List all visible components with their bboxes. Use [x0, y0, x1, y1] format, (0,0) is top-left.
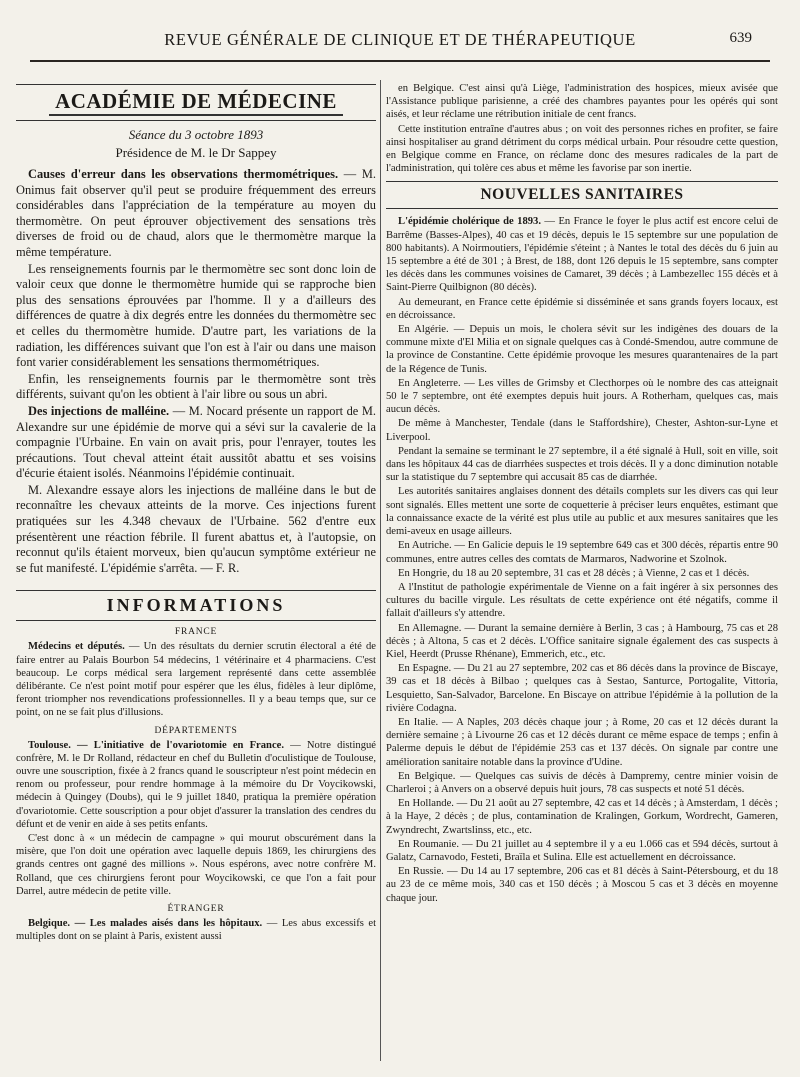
- paragraph-text: En Belgique. — Quelques cas suivis de décès à Dampremy, centre minier voisin de Charleroi ; à Anvers on a observé depuis huit jours, 78 cas suspects et noté 51 décès.: [386, 770, 778, 795]
- paragraph: [16, 483, 376, 577]
- paragraph-text: — Les abus excessifs et multiples dont on se plaint à Paris, existent aussi: [16, 918, 376, 943]
- paragraph-text: En Espagne. — Du 21 au 27 septembre, 202 cas et 86 décès dans la province de Biscaye, 39 cas et 18 décès à Bilbao ; quelques cas à Sestao, Santurce, Portogalite, Vittoria, Lesquietto, San-Salvador, Barcelone. En Biscaye on attribue l'épidémie à la pollution de la rivière Codagna.: [386, 663, 778, 714]
- paragraph: [386, 296, 778, 322]
- academie-title: ACADÉMIE DE MÉDECINE: [49, 89, 343, 116]
- nouvelles-heading-box: [386, 181, 778, 209]
- paragraph: [16, 739, 376, 831]
- nouvelles-body: [386, 215, 778, 904]
- paragraph: [386, 716, 778, 769]
- paragraph-text: En Italie. — A Naples, 203 décès chaque jour ; à Rome, 20 cas et 12 décès durant la dernière semaine ; à Livourne 26 cas et 12 décès durant ce même espace de temps ; enfin à Palerme depuis le début de l'épidémie 253 cas et 137 décès. On signale par contre une amélioration sanitaire notable dans la province d'Udine.: [386, 716, 778, 768]
- paragraph: [386, 865, 778, 905]
- header-rule: [30, 60, 770, 62]
- column-divider: [380, 80, 381, 1061]
- paragraph-text: — M. Onimus fait observer qu'il peut se produire fréquemment des erreurs considérables dans l'appréciation de la température au moyen du thermomètre. On peut éprouver objectivement des sensations très diverses de froid ou de chaud, alors que le thermomètre marque la même température.: [16, 167, 376, 259]
- paragraph-text: Les autorités sanitaires anglaises donnent des détails complets sur les divers cas qui leur sont signalés. Elles mettent une sorte de coquetterie à préciser leurs enquêtes, estimant que la connaissance exacte de la vérité est plus utile au public et aux mesures sanitaires que les demi-aveux en usage ailleurs.: [386, 486, 778, 538]
- paragraph: [386, 82, 778, 122]
- paragraph-text: — Notre distingué confrère, M. le Dr Rolland, rédacteur en chef du Bulletin d'oculistique de Toulouse, ouvre une souscription, fixée à 2 francs quand le souscripteur n'est point médecin en renom ou professeur, pour rendre hommage à la mémoire du Dr Voycikowski, médecin à Quingey (Doubs), qui le 9 juillet 1840, pratiqua la première opération d'ovariotomie. Cette souscription a pour objet d'assurer la translation des cendres du défunt et de venir en aide à ses petits enfants.: [16, 739, 376, 830]
- paragraph-text: En Russie. — Du 14 au 17 septembre, 206 cas et 81 décès à Saint-Pétersbourg, et du 18 au 23 de ce même mois, 340 cas et 150 décès ; à Moscou 5 cas et 3 décès en moyenne chaque jour.: [386, 866, 778, 904]
- paragraph: [386, 445, 778, 485]
- paragraph-text: En Autriche. — En Galicie depuis le 19 septembre 649 cas et 300 décès, répartis entre 90 communes, entre autres celles des comtats de Marmaros, Nadworine et Szolnok.: [386, 540, 778, 565]
- page-header: [30, 22, 770, 62]
- paragraph: [386, 581, 778, 621]
- paragraph-text: Pendant la semaine se terminant le 27 septembre, il a été signalé à Hull, soit en ville, soit dans les hôpitaux 44 cas de diarrhées suspectes et trois décès. Il y a donc diminution notable sur la statistique du 7 septembre qui accusait 85 cas de diarrhée.: [386, 445, 778, 484]
- left-column: [16, 82, 376, 1063]
- paragraph: [16, 167, 376, 261]
- etranger-label: ÉTRANGER: [167, 904, 225, 915]
- paragraph: [386, 622, 778, 662]
- paragraph: [16, 832, 376, 898]
- paragraph: [386, 770, 778, 796]
- paragraph: [386, 797, 778, 837]
- paragraph-lead: Belgique. — Les malades aisés dans les hôpitaux.: [28, 918, 263, 930]
- paragraph-text: Cette institution entraîne d'autres abus ; on voit des personnes riches en profiter, se faire ainsi hospitaliser au grand détriment du corps médical urbain. Pour résoudre cette question, en Belgique comme en France, on réclame donc des mesures radicales de la part de l'administration, qui tolère ces abus et même les favorise par son inertie.: [386, 123, 778, 175]
- france-body: [16, 640, 376, 719]
- paragraph-lead: Médecins et députés.: [28, 641, 125, 653]
- academie-heading-box: [16, 84, 376, 121]
- informations-title: INFORMATIONS: [106, 595, 286, 616]
- paragraph-text: De même à Manchester, Tendale (dans le Staffordshire), Chester, Ashton-sur-Lyne et Liverpool.: [386, 418, 778, 443]
- paragraph-text: En Angleterre. — Les villes de Grimsby et Clecthorpes où le nombre des cas atteignait 50 le 7 septembre, ont été exemptes depuis huit jours. A Rotherham, quelques cas, mais aucun décès.: [386, 377, 778, 416]
- paragraph-text: A l'Institut de pathologie expérimentale de Vienne on a fait ingérer à six personnes des cultures du bacille virgule. Les résultats de cette expérience ont été négatifs, comme il fallait d'ailleurs s'y attendre.: [386, 581, 778, 620]
- running-title: REVUE GÉNÉRALE DE CLINIQUE ET DE THÉRAPEUTIQUE: [164, 30, 636, 49]
- paragraph: [16, 262, 376, 371]
- paragraph: [386, 662, 778, 715]
- departements-label: DÉPARTEMENTS: [154, 725, 238, 736]
- paragraph-text: En Roumanie. — Du 21 juillet au 4 septembre il y a eu 1.066 cas et 594 décès, surtout à Galatz, Carnavodo, Festeti, Braïla et Sulina. Elle est actuellement en décroissance.: [386, 838, 778, 863]
- right-column: [386, 82, 778, 1063]
- paragraph-text: En Hongrie, du 18 au 20 septembre, 31 cas et 28 décès ; à Vienne, 2 cas et 1 décès.: [398, 567, 750, 579]
- paragraph: [386, 417, 778, 443]
- paragraph: [386, 485, 778, 538]
- paragraph-lead: Causes d'erreur dans les observations thermométriques.: [28, 167, 339, 181]
- paragraph-text: Au demeurant, en France cette épidémie si disséminée et sans grands foyers locaux, est en décroissance.: [386, 296, 778, 321]
- paragraph-lead: Toulouse. — L'initiative de l'ovariotomie en France.: [28, 739, 284, 751]
- paragraph: [386, 123, 778, 176]
- paragraph: [386, 377, 778, 417]
- paragraph: [386, 838, 778, 864]
- academie-body: [16, 167, 376, 576]
- paragraph-text: Enfin, les renseignements fournis par le thermomètre sont très différents, suivant qu'on les obtient à l'air libre ou sous un abri.: [16, 371, 376, 402]
- seance-date: Séance du 3 octobre 1893: [128, 127, 264, 142]
- paragraph-text: En Hollande. — Du 21 août au 27 septembre, 42 cas et 14 décès ; à Amsterdam, 1 décès ; à la Haye, 2 décès ; de plus, contamination de Kralingen, Gorkum, Wordrecht, Gameren, Zwyndrecht, Zwartslinss, etc., etc.: [386, 798, 778, 836]
- paragraph-text: En Allemagne. — Durant la semaine dernière à Berlin, 3 cas ; à Hambourg, 75 cas et 28 décès ; à Altona, 5 cas et 2 décès. L'Office sanitaire signale également des cas suspects à Kiel, Heerdt (Prusse Rhénane), Emmerich, etc., etc.: [386, 622, 778, 660]
- informations-heading-box: [16, 590, 376, 621]
- paragraph: [16, 404, 376, 482]
- belgique-continuation: [386, 82, 778, 175]
- nouvelles-title: NOUVELLES SANITAIRES: [480, 186, 684, 204]
- paragraph-text: — Un des résultats du dernier scrutin électoral a été de faire entrer au Palais Bourbon 54 médecins, 1 vétérinaire et 4 pharmaciens. C'est beaucoup. Le corps médical sera largement représenté dans cette assemblée délibérante. Ce n'est point motif pour espérer que les élus, fidèles à leur diplôme, feront triompher nos revendications professionnelles. Il y a beau temps que, sur ce point, on ne se fait plus d'illusions.: [16, 641, 376, 719]
- paragraph: [16, 372, 376, 403]
- paragraph-lead: Des injections de malléine.: [28, 403, 170, 418]
- etranger-body: [16, 917, 376, 943]
- paragraph-text: En Algérie. — Depuis un mois, le cholera sévit sur les indigènes des douars de la commune mixte d'El Milia et on signale quelques cas à Condé-Smendou, autre commune de la province de Constantine. Cette épidémie provoque les mesures quarantenaires de la part de la Régence de Tunis.: [386, 324, 778, 375]
- paragraph: [16, 640, 376, 719]
- paragraph: [386, 215, 778, 294]
- paragraph-text: — En France le foyer le plus actif est encore celui de Barrême (Basses-Alpes), 40 cas et 19 décès, depuis le 15 septembre sur une population de 800 habitants). A Noirmoutiers, l'épidémie s'éteint ; à Nantes le total des décès du 6 juin au 15 septembre a été de 301 ; à Brest, de 188, dont 126 depuis le 15 septembre, sans compter les décès dans les communes voisines de Camaret, 39 décès ; à Lambezellec 155 décès et à Saint-Pierre Quilbignon (80 décès).: [386, 216, 778, 294]
- paragraph-text: en Belgique. C'est ainsi qu'à Liège, l'administration des hospices, mieux avisée que l'Assistance publique parisienne, a créé des chambres payantes pour les opérés qui sont aisés, et leur réclame une rétribution initiale de cent francs.: [386, 83, 778, 121]
- paragraph-text: M. Alexandre essaye alors les injections de malléine dans le but de reconnaître les chevaux atteints de la morve. Ces injections furent pratiquées sur les 4.348 chevaux de l'Urbaine. 562 d'entre eux présentèrent une réaction fébrile. Il furent abattus et, à l'autopsie, on reconnut qu'ils étaient morveux, bien qu'aucun symptôme extérieur ne se fut manifesté. L'épidémie s'arrêta. — F. R.: [16, 482, 376, 575]
- page-number: 639: [729, 30, 752, 46]
- paragraph-lead: L'épidémie cholérique de 1893.: [398, 216, 541, 228]
- presidence-line: Présidence de M. le Dr Sappey: [115, 145, 277, 160]
- paragraph: [386, 323, 778, 376]
- departements-body: [16, 739, 376, 898]
- paragraph: [386, 567, 778, 580]
- paragraph: [386, 539, 778, 565]
- paragraph: [16, 917, 376, 943]
- paragraph-text: C'est donc à « un médecin de campagne » qui mourut obscurément dans la misère, que l'on doit une opération avec laquelle depuis 1869, les chirurgiens des grands centres ont gagné des millions ». Nous espérons, avec notre confrère M. Rolland, que ces chirurgiens feront pour Woycikowski, ce que l'on a fait pour Darrel, autre médecin de petite ville.: [16, 833, 376, 897]
- paragraph-text: — M. Nocard présente un rapport de M. Alexandre sur une épidémie de morve qui a sévi sur la cavalerie de la compagnie l'Urbaine. En vain on avait pris, pour l'enrayer, toutes les précautions. Tout cheval atteint était aussitôt abattu et ses voisins d'écurie étaient isolés. Néanmoins l'épidémie continuait.: [16, 403, 376, 481]
- france-label: FRANCE: [174, 627, 218, 638]
- paragraph-text: Les renseignements fournis par le thermomètre sec sont donc loin de valoir ceux que donne le thermomètre humide qui se rapproche bien plus des sensations éprouvées par l'homme. Il y a d'ailleurs des différences de quatre à dix degrés entre les données du thermomètre sec et celles du thermomètre humide. D'autre part, les variations de la radiation, les différences suivant que l'on est à l'air ou dans une maison font varier considérablement les sensations thermométriques.: [16, 261, 376, 370]
